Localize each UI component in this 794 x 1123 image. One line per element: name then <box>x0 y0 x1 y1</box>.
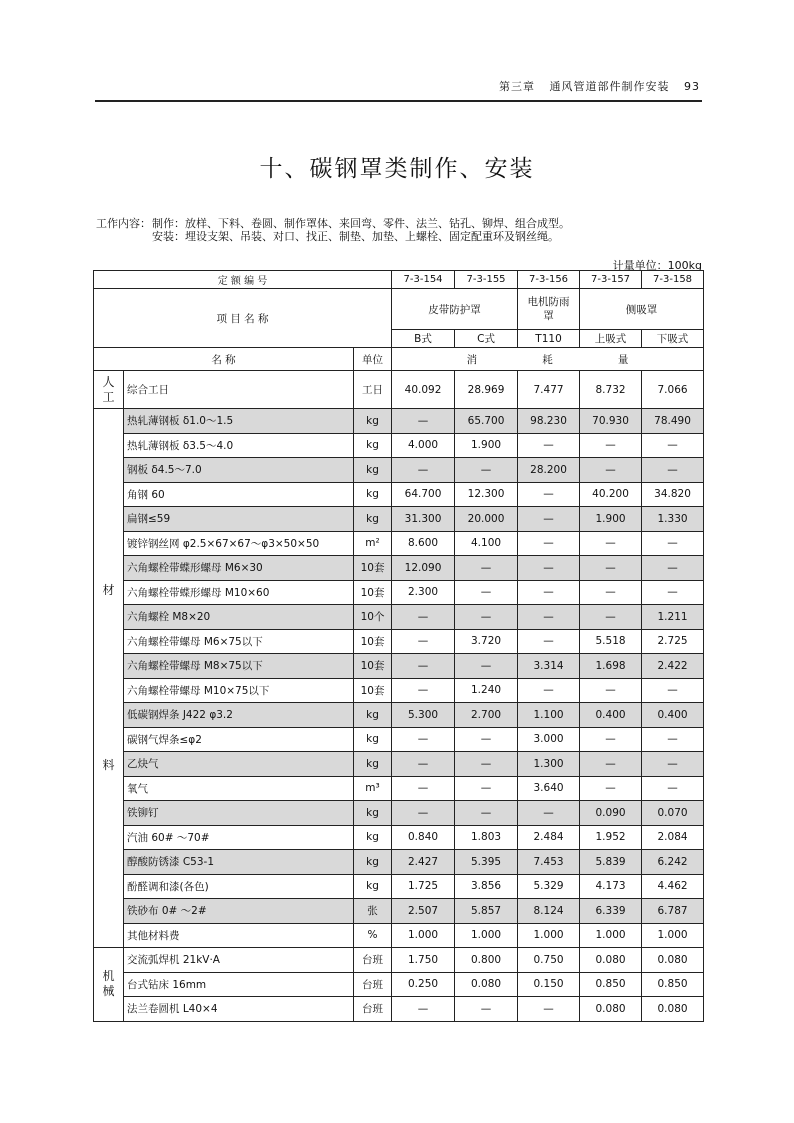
row-value: 7.477 <box>518 371 580 409</box>
row-value: 1.900 <box>455 433 518 458</box>
row-value: — <box>392 801 455 826</box>
row-value: 1.100 <box>518 703 580 728</box>
row-value: 0.840 <box>392 825 455 850</box>
row-unit: % <box>354 923 392 948</box>
quota-code: 7-3-158 <box>642 271 704 289</box>
row-value: 0.080 <box>642 997 704 1022</box>
row-value: 0.090 <box>580 801 642 826</box>
row-value: 64.700 <box>392 482 455 507</box>
row-value: — <box>642 433 704 458</box>
row-name: 六角螺栓带蝶形螺母 M10×60 <box>124 580 354 605</box>
row-unit: 10套 <box>354 654 392 679</box>
row-value: 98.230 <box>518 409 580 434</box>
row-value: 0.850 <box>580 972 642 997</box>
row-value: 1.330 <box>642 507 704 532</box>
row-name: 汽油 60# ～70# <box>124 825 354 850</box>
labor-row <box>94 371 704 409</box>
row-value: — <box>455 752 518 777</box>
row-value: 2.484 <box>518 825 580 850</box>
row-value: 2.725 <box>642 629 704 654</box>
material-row <box>94 654 704 679</box>
row-name: 醇酸防锈漆 C53-1 <box>124 850 354 875</box>
row-unit: kg <box>354 409 392 434</box>
row-value: 28.969 <box>455 371 518 409</box>
row-value: 7.066 <box>642 371 704 409</box>
row-value: 8.600 <box>392 531 455 556</box>
row-value: — <box>455 605 518 630</box>
row-unit: kg <box>354 874 392 899</box>
row-value: — <box>642 458 704 483</box>
row-value: 1.211 <box>642 605 704 630</box>
row-value: 0.070 <box>642 801 704 826</box>
name-header: 名 称 <box>94 348 354 371</box>
material-row <box>94 458 704 483</box>
quota-code: 7-3-156 <box>518 271 580 289</box>
category-material-char-1: 材 <box>102 583 115 597</box>
material-row <box>94 825 704 850</box>
row-unit: kg <box>354 482 392 507</box>
category-material-char-2: 料 <box>102 758 115 772</box>
row-name: 热轧薄钢板 δ1.0～1.5 <box>124 409 354 434</box>
row-value: — <box>580 678 642 703</box>
group-side-suction-hood: 侧吸罩 <box>580 289 704 330</box>
row-value: — <box>580 727 642 752</box>
row-value: 0.080 <box>455 972 518 997</box>
row-value: 7.453 <box>518 850 580 875</box>
quota-code: 7-3-155 <box>455 271 518 289</box>
row-value: — <box>455 997 518 1022</box>
page-number: 93 <box>684 80 700 93</box>
row-value: — <box>455 727 518 752</box>
group-belt-guard: 皮带防护罩 <box>392 289 518 330</box>
row-name: 角钢 60 <box>124 482 354 507</box>
row-value: 40.200 <box>580 482 642 507</box>
material-row <box>94 874 704 899</box>
material-row <box>94 605 704 630</box>
row-value: — <box>392 458 455 483</box>
sub-type: C式 <box>455 330 518 348</box>
row-value: — <box>392 678 455 703</box>
row-value: 0.080 <box>642 948 704 973</box>
item-group-row <box>94 289 704 330</box>
page-header <box>95 72 702 102</box>
row-value: 1.300 <box>518 752 580 777</box>
row-name: 铁砂布 0# ～2# <box>124 899 354 924</box>
row-name: 六角螺栓带螺母 M6×75以下 <box>124 629 354 654</box>
row-unit: 台班 <box>354 997 392 1022</box>
material-row <box>94 801 704 826</box>
row-value: 28.200 <box>518 458 580 483</box>
row-value: 1.000 <box>518 923 580 948</box>
row-unit: kg <box>354 825 392 850</box>
row-value: 6.339 <box>580 899 642 924</box>
row-unit: kg <box>354 507 392 532</box>
material-row <box>94 433 704 458</box>
row-unit: m³ <box>354 776 392 801</box>
consumption-char: 耗 <box>542 353 553 366</box>
material-row <box>94 923 704 948</box>
row-value: 6.242 <box>642 850 704 875</box>
row-value: 1.725 <box>392 874 455 899</box>
row-unit: 台班 <box>354 948 392 973</box>
sub-type: T110 <box>518 330 580 348</box>
quota-table <box>93 270 704 1022</box>
machine-row <box>94 948 704 973</box>
row-name: 热轧薄钢板 δ3.5～4.0 <box>124 433 354 458</box>
row-value: 31.300 <box>392 507 455 532</box>
machine-row <box>94 972 704 997</box>
row-value: — <box>392 752 455 777</box>
sub-type: B式 <box>392 330 455 348</box>
row-value: 70.930 <box>580 409 642 434</box>
row-unit: 10个 <box>354 605 392 630</box>
row-unit: 10套 <box>354 678 392 703</box>
row-value: 65.700 <box>455 409 518 434</box>
row-value: — <box>580 458 642 483</box>
row-value: 34.820 <box>642 482 704 507</box>
measurement-unit: 计量单位：100kg <box>612 259 702 272</box>
row-value: 3.856 <box>455 874 518 899</box>
consumption-char: 量 <box>617 353 629 366</box>
row-value: — <box>392 776 455 801</box>
row-value: 0.080 <box>580 948 642 973</box>
row-value: 1.000 <box>580 923 642 948</box>
row-value: 4.462 <box>642 874 704 899</box>
row-value: 78.490 <box>642 409 704 434</box>
row-value: 12.300 <box>455 482 518 507</box>
row-value: 2.084 <box>642 825 704 850</box>
row-value: — <box>580 776 642 801</box>
row-unit: 10套 <box>354 580 392 605</box>
row-unit: kg <box>354 433 392 458</box>
row-name: 铁铆钉 <box>124 801 354 826</box>
row-value: 8.732 <box>580 371 642 409</box>
row-name: 镀锌钢丝网 φ2.5×67×67～φ3×50×50 <box>124 531 354 556</box>
row-value: — <box>455 776 518 801</box>
row-value: 8.124 <box>518 899 580 924</box>
row-value: 1.698 <box>580 654 642 679</box>
material-row <box>94 580 704 605</box>
category-machine: 机械 <box>94 948 124 1022</box>
row-value: 0.800 <box>455 948 518 973</box>
row-value: — <box>642 727 704 752</box>
consumption-char: 消 <box>466 353 478 366</box>
row-value: — <box>518 997 580 1022</box>
chapter-label: 第三章 <box>499 80 535 93</box>
row-unit: kg <box>354 727 392 752</box>
row-value: — <box>580 752 642 777</box>
row-value: — <box>518 605 580 630</box>
row-value: — <box>455 801 518 826</box>
row-name: 其他材料费 <box>124 923 354 948</box>
row-unit: 台班 <box>354 972 392 997</box>
row-value: — <box>642 580 704 605</box>
quota-code-row <box>94 271 704 289</box>
row-value: — <box>580 605 642 630</box>
row-value: — <box>518 482 580 507</box>
row-unit: kg <box>354 850 392 875</box>
row-value: 2.507 <box>392 899 455 924</box>
row-name: 交流弧焊机 21kV·A <box>124 948 354 973</box>
row-value: — <box>455 654 518 679</box>
section-title: 通风管道部件制作安装 <box>549 80 670 93</box>
row-unit: kg <box>354 752 392 777</box>
row-name: 六角螺栓 M8×20 <box>124 605 354 630</box>
row-value: 0.150 <box>518 972 580 997</box>
row-value: 1.240 <box>455 678 518 703</box>
material-row <box>94 727 704 752</box>
row-value: 1.000 <box>392 923 455 948</box>
row-value: — <box>392 629 455 654</box>
machine-row <box>94 997 704 1022</box>
row-value: 0.400 <box>642 703 704 728</box>
sub-type: 下吸式 <box>642 330 704 348</box>
row-value: — <box>455 556 518 581</box>
row-value: 1.900 <box>580 507 642 532</box>
row-unit: kg <box>354 458 392 483</box>
row-value: 2.300 <box>392 580 455 605</box>
column-header-row <box>94 348 704 371</box>
row-value: — <box>392 654 455 679</box>
group-motor-rain-cover: 电机防雨罩 <box>518 289 580 330</box>
material-row <box>94 678 704 703</box>
material-row <box>94 752 704 777</box>
row-unit: 工日 <box>354 371 392 409</box>
row-name: 六角螺栓带螺母 M8×75以下 <box>124 654 354 679</box>
row-value: 20.000 <box>455 507 518 532</box>
category-labor: 人工 <box>94 371 124 409</box>
material-row <box>94 482 704 507</box>
row-value: 4.173 <box>580 874 642 899</box>
row-value: — <box>518 531 580 556</box>
row-value: — <box>642 531 704 556</box>
row-value: 12.090 <box>392 556 455 581</box>
material-row <box>94 629 704 654</box>
quota-code: 7-3-154 <box>392 271 455 289</box>
row-value: 0.750 <box>518 948 580 973</box>
row-value: 5.518 <box>580 629 642 654</box>
material-row <box>94 776 704 801</box>
row-value: — <box>518 507 580 532</box>
row-value: — <box>580 531 642 556</box>
row-value: — <box>392 409 455 434</box>
row-value: 4.100 <box>455 531 518 556</box>
material-row <box>94 507 704 532</box>
unit-header: 单位 <box>354 348 392 371</box>
row-value: — <box>580 580 642 605</box>
row-value: 3.720 <box>455 629 518 654</box>
material-row <box>94 850 704 875</box>
row-name: 六角螺栓带螺母 M10×75以下 <box>124 678 354 703</box>
row-value: 5.300 <box>392 703 455 728</box>
row-value: 5.395 <box>455 850 518 875</box>
row-name: 低碳钢焊条 J422 φ3.2 <box>124 703 354 728</box>
row-name: 氧气 <box>124 776 354 801</box>
row-value: — <box>580 433 642 458</box>
material-row <box>94 899 704 924</box>
row-value: — <box>392 997 455 1022</box>
row-unit: 10套 <box>354 629 392 654</box>
row-value: — <box>518 433 580 458</box>
row-value: — <box>518 678 580 703</box>
row-unit: 张 <box>354 899 392 924</box>
row-value: — <box>518 801 580 826</box>
row-name: 碳钢气焊条≤φ2 <box>124 727 354 752</box>
row-value: 1.000 <box>455 923 518 948</box>
sub-type: 上吸式 <box>580 330 642 348</box>
row-unit: m² <box>354 531 392 556</box>
row-name: 钢板 δ4.5～7.0 <box>124 458 354 483</box>
material-row <box>94 556 704 581</box>
row-value: — <box>518 629 580 654</box>
row-value: 5.857 <box>455 899 518 924</box>
row-value: — <box>392 605 455 630</box>
quota-label: 定 额 编 号 <box>94 271 392 289</box>
row-name: 扁钢≤59 <box>124 507 354 532</box>
row-value: 0.080 <box>580 997 642 1022</box>
row-value: 1.000 <box>642 923 704 948</box>
work-content-line-2: 安装：埋设支架、吊装、对口、找正、制垫、加垫、上螺栓、固定配重环及钢丝绳。 <box>152 230 559 244</box>
row-value: — <box>642 556 704 581</box>
material-row <box>94 531 704 556</box>
row-name: 酚醛调和漆(各色) <box>124 874 354 899</box>
row-name: 乙炔气 <box>124 752 354 777</box>
row-value: 0.400 <box>580 703 642 728</box>
row-value: 2.422 <box>642 654 704 679</box>
row-value: 2.700 <box>455 703 518 728</box>
row-value: 0.250 <box>392 972 455 997</box>
row-name: 台式钻床 16mm <box>124 972 354 997</box>
page-title: 十、碳钢罩类制作、安装 <box>259 156 535 182</box>
row-value: — <box>642 752 704 777</box>
row-unit: 10套 <box>354 556 392 581</box>
row-value: 3.640 <box>518 776 580 801</box>
row-value: — <box>518 556 580 581</box>
row-value: 5.329 <box>518 874 580 899</box>
row-unit: kg <box>354 801 392 826</box>
row-unit: kg <box>354 703 392 728</box>
work-content-label: 工作内容： <box>96 217 151 230</box>
row-name: 综合工日 <box>124 371 354 409</box>
row-value: — <box>642 776 704 801</box>
row-value: 5.839 <box>580 850 642 875</box>
row-value: 1.750 <box>392 948 455 973</box>
row-value: 1.952 <box>580 825 642 850</box>
work-content <box>96 217 662 244</box>
row-value: 3.000 <box>518 727 580 752</box>
row-value: — <box>518 580 580 605</box>
row-value: 1.803 <box>455 825 518 850</box>
row-value: 4.000 <box>392 433 455 458</box>
row-value: 40.092 <box>392 371 455 409</box>
row-value: — <box>392 727 455 752</box>
row-value: — <box>642 678 704 703</box>
row-name: 法兰卷圆机 L40×4 <box>124 997 354 1022</box>
row-value: 3.314 <box>518 654 580 679</box>
row-value: — <box>455 580 518 605</box>
row-value: 2.427 <box>392 850 455 875</box>
material-row <box>94 703 704 728</box>
work-content-line-1: 制作：放样、下料、卷圆、制作罩体、来回弯、零件、法兰、钻孔、铆焊、组合成型。 <box>152 217 570 230</box>
row-value: 0.850 <box>642 972 704 997</box>
category-material <box>94 409 124 948</box>
row-name: 六角螺栓带蝶形螺母 M6×30 <box>124 556 354 581</box>
row-value: — <box>455 458 518 483</box>
material-row <box>94 409 704 434</box>
row-value: — <box>580 556 642 581</box>
quota-code: 7-3-157 <box>580 271 642 289</box>
row-value: 6.787 <box>642 899 704 924</box>
consumption-header <box>392 348 704 371</box>
item-label: 项 目 名 称 <box>94 289 392 348</box>
